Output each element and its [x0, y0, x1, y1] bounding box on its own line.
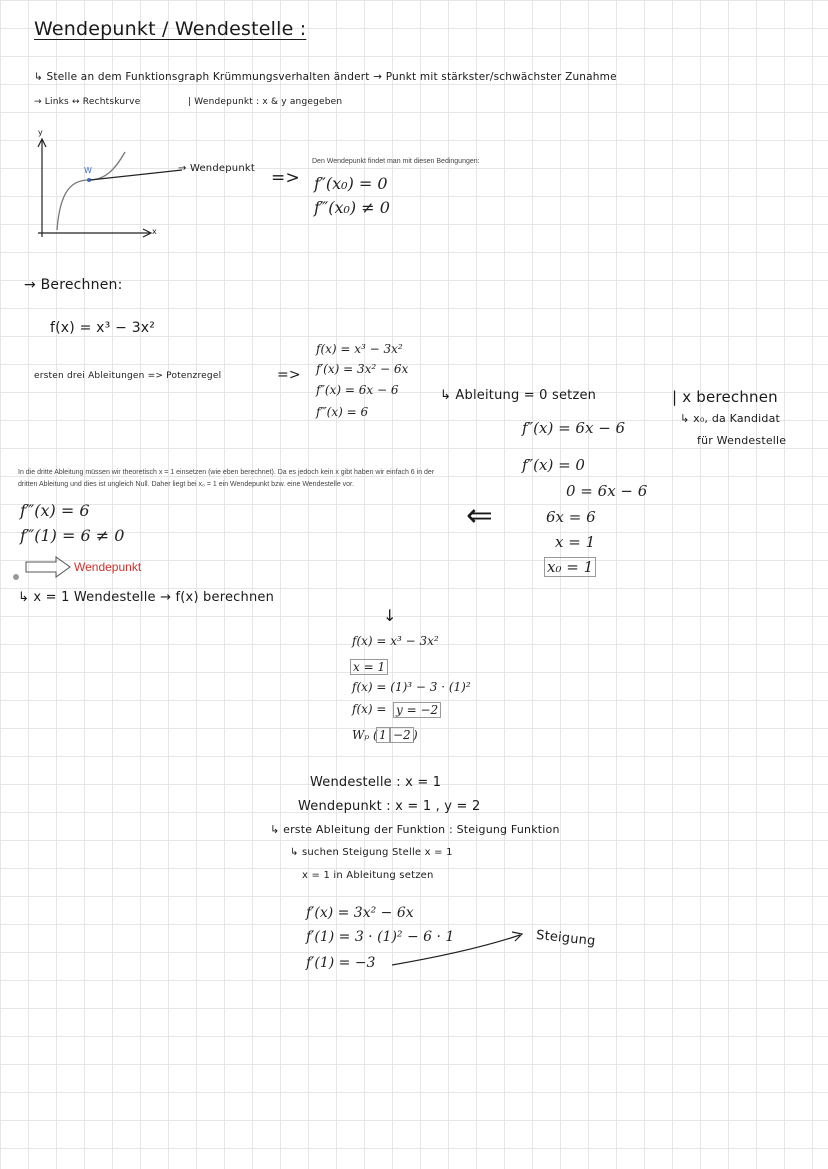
berechnen-heading: → Berechnen: — [24, 277, 123, 293]
conditions-header: Den Wendepunkt findet man mit diesen Bedingungen: — [312, 158, 480, 165]
eq-f2: f″(x) = 6x − 6 — [522, 419, 626, 437]
derivative-f: f(x) = x³ − 3x² — [316, 342, 403, 356]
summary-wendepunkt: Wendepunkt : x = 1 , y = 2 — [298, 799, 481, 814]
summary-search-slope: ↳ suchen Steigung Stelle x = 1 — [290, 847, 453, 858]
derivatives-label: ersten drei Ableitungen => Potenzregel — [34, 371, 222, 381]
fcalc-function: f(x) = x³ − 3x² — [352, 634, 439, 648]
summary-first-derivative: ↳ erste Ableitung der Funktion : Steigung Funktion — [270, 823, 560, 836]
inflection-curve — [57, 152, 125, 230]
coordinate-sketch — [38, 139, 182, 237]
derivative-f3: f‴(x) = 6 — [316, 405, 369, 419]
slope-substitution: f′(1) = 3 · (1)² − 6 · 1 — [306, 929, 455, 945]
wp-x: 1 — [376, 727, 390, 743]
definition-line: ↳ Stelle an dem Funktionsgraph Krümmungsverhalten ändert → Punkt mit stärkster/schwächster Zunahme — [34, 71, 617, 83]
explanation-line-2: dritten Ableitung und dies ist ungleich Null. Daher liegt bei x₀ = 1 ein Wendepunkt bzw. eine Wendestelle vor. — [18, 481, 354, 488]
down-arrow: ↓ — [383, 606, 397, 625]
wendepunkt-result: Wendepunkt — [74, 560, 142, 574]
wendepunkt-note: | Wendepunkt : x & y angegeben — [188, 97, 343, 107]
implies-arrow: => — [271, 168, 300, 188]
fcalc-x: x = 1 — [350, 659, 388, 675]
function-handwritten: f(x) = x³ − 3x² — [50, 320, 156, 336]
condition-2: f‴(x₀) ≠ 0 — [314, 198, 390, 217]
y-axis-label: y — [38, 128, 43, 137]
eq-f2-zero: f″(x) = 0 — [522, 456, 585, 474]
wp-y: −2 — [390, 727, 414, 743]
curve-change-note: → Links ↔ Rechtskurve — [34, 97, 141, 107]
eq-x: x = 1 — [555, 533, 596, 551]
derivatives-implies: => — [277, 367, 301, 383]
summary-insert: x = 1 in Ableitung setzen — [302, 870, 434, 881]
x-berechnen-note: | x berechnen — [672, 388, 778, 406]
wendestelle-note: für Wendestelle — [697, 434, 787, 447]
check-f3-at-1: f‴(1) = 6 ≠ 0 — [20, 526, 125, 545]
wendestelle-line: ↳ x = 1 Wendestelle → f(x) berechnen — [18, 590, 275, 605]
set-zero-note: ↳ Ableitung = 0 setzen — [440, 388, 597, 403]
fcalc-result-label: f(x) = — [352, 702, 387, 716]
kandidat-note: ↳ x₀, da Kandidat — [680, 412, 781, 425]
x-axis-label: x — [152, 227, 157, 236]
wendepunkt-arrow-label: → Wendepunkt — [178, 163, 255, 174]
slope-result: f′(1) = −3 — [306, 955, 376, 971]
eq-6x: 6x = 6 — [546, 508, 596, 526]
fcalc-substitution: f(x) = (1)³ − 3 · (1)² — [352, 680, 471, 694]
eq-zero-equals: 0 = 6x − 6 — [566, 482, 648, 500]
derivative-f2: f″(x) = 6x − 6 — [316, 383, 399, 397]
explanation-line-1: In die dritte Ableitung müssen wir theoretisch x = 1 einsetzen (wie eben berechnet). Da es jedoch kein x gibt haben wir einfach 6 in der — [18, 469, 435, 476]
slope-derivative: f′(x) = 3x² − 6x — [306, 905, 414, 921]
hollow-arrow — [26, 557, 70, 577]
fcalc-result-boxed: y = −2 — [393, 702, 441, 718]
check-f3: f‴(x) = 6 — [20, 501, 90, 520]
summary-wendestelle: Wendestelle : x = 1 — [310, 775, 442, 790]
wp-open: Wₚ ( — [352, 728, 378, 742]
left-implies-arrow: ⇐ — [466, 496, 494, 534]
derivative-f1: f′(x) = 3x² − 6x — [316, 362, 409, 376]
eq-x0-boxed: x₀ = 1 — [544, 557, 596, 577]
page-title: Wendepunkt / Wendestelle : — [34, 18, 307, 40]
steigung-label: Steigung — [535, 927, 597, 950]
w-label: W — [84, 166, 93, 175]
wp-close: ) — [413, 728, 418, 742]
condition-1: f″(x₀) = 0 — [314, 174, 388, 193]
